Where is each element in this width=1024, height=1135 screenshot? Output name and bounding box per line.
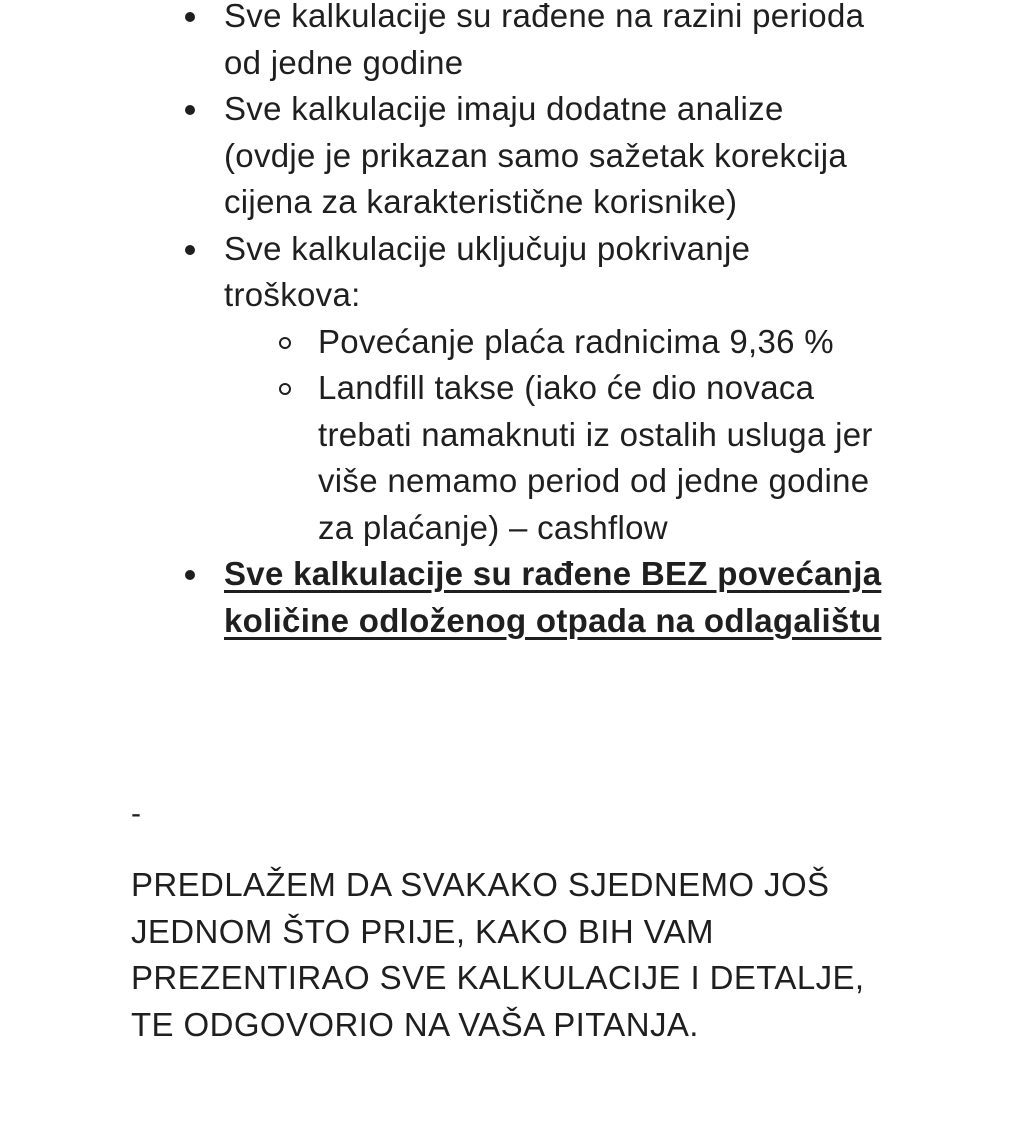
closing-paragraph: PREDLAŽEM DA SVAKAKO SJEDNEMO JOŠ JEDNOM ŠTO PRIJE, KAKO BIH VAM PREZENTIRAO SVE KALKULACIJE I DETALJE, TE ODGOVORIO NA VAŠA PITANJA. <box>131 866 865 1043</box>
sub-list-item <box>0 319 898 366</box>
list-item-text: Sve kalkulacije imaju dodatne analize (ovdje je prikazan samo sažetak korekcija cijena za karakteristične korisnike) <box>224 90 848 220</box>
separator-dash: - <box>131 797 141 830</box>
sub-bullet-list <box>0 319 1024 552</box>
bullet-dot-icon <box>185 570 195 580</box>
list-item-text: Sve kalkulacije uključuju pokrivanje troškova: <box>224 229 751 313</box>
list-item <box>0 226 884 319</box>
bullet-dot-icon <box>185 245 195 255</box>
bullet-circle-icon <box>279 337 291 349</box>
sub-list-item-text: Landfill takse (iako će dio novaca trebati namaknuti iz ostalih usluga jer više nemamo period od jedne godine za plaćanje) – cashflow <box>318 369 873 546</box>
list-item <box>0 0 884 86</box>
sub-list-item-text: Povećanje plaća radnicima 9,36 % <box>318 322 834 360</box>
list-item-text: Sve kalkulacije su rađene na razini perioda od jedne godine <box>224 0 865 81</box>
list-item <box>0 551 884 644</box>
emphasized-list-item-text: Sve kalkulacije su rađene BEZ povećanja količine odloženog otpada na odlagalištu <box>224 555 882 639</box>
bullet-dot-icon <box>185 12 195 22</box>
bullet-circle-icon <box>279 383 291 395</box>
list-item <box>0 86 884 226</box>
bullet-dot-icon <box>185 105 195 115</box>
sub-list-item <box>0 365 898 551</box>
bullet-list-continued <box>0 551 1024 644</box>
bullet-list <box>0 0 1024 319</box>
